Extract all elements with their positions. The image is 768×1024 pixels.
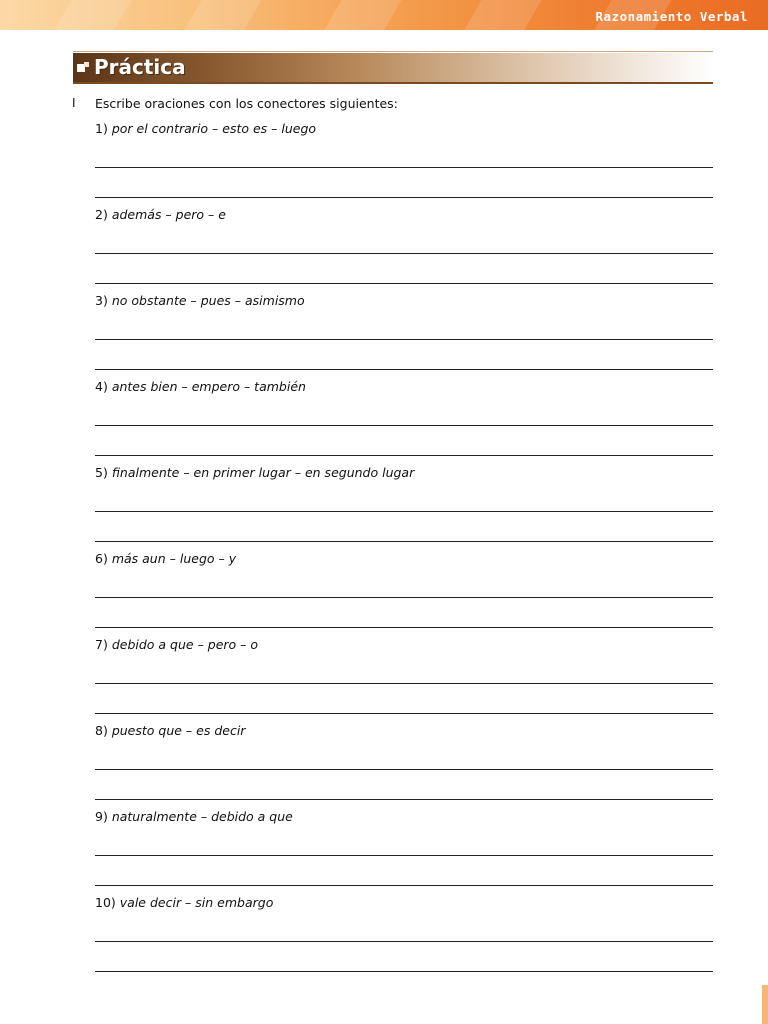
item-connectors: vale decir – sin embargo xyxy=(119,895,274,910)
answer-line[interactable] xyxy=(95,885,713,886)
exercise-number: I xyxy=(72,96,76,110)
item-number: 10) xyxy=(95,895,116,910)
answer-line[interactable] xyxy=(95,971,713,972)
exercise-item-10 xyxy=(95,895,713,981)
exercise-item-4 xyxy=(95,379,713,465)
section-top-rule xyxy=(73,51,713,52)
header-band xyxy=(0,0,768,30)
answer-line[interactable] xyxy=(95,339,713,340)
section-title: Práctica xyxy=(94,55,186,79)
exercise-item-1 xyxy=(95,121,713,207)
square-bullet-icon xyxy=(77,62,91,74)
item-connectors: naturalmente – debido a que xyxy=(111,809,293,824)
item-connectors: debido a que – pero – o xyxy=(111,637,259,652)
answer-line[interactable] xyxy=(95,283,713,284)
answer-line[interactable] xyxy=(95,253,713,254)
exercise-item-5 xyxy=(95,465,713,551)
answer-line[interactable] xyxy=(95,941,713,942)
exercise-item-7 xyxy=(95,637,713,723)
exercise-item-3 xyxy=(95,293,713,379)
answer-line[interactable] xyxy=(95,855,713,856)
exercise-item-8 xyxy=(95,723,713,809)
section-bar xyxy=(73,53,713,83)
item-connectors: puesto que – es decir xyxy=(111,723,246,738)
answer-line[interactable] xyxy=(95,597,713,598)
item-connectors: finalmente – en primer lugar – en segundo lugar xyxy=(111,465,415,480)
item-number: 5) xyxy=(95,465,108,480)
answer-line[interactable] xyxy=(95,627,713,628)
item-connectors: más aun – luego – y xyxy=(111,551,237,566)
item-connectors: no obstante – pues – asimismo xyxy=(111,293,305,308)
item-connectors: antes bien – empero – también xyxy=(111,379,306,394)
item-number: 8) xyxy=(95,723,108,738)
answer-line[interactable] xyxy=(95,683,713,684)
answer-line[interactable] xyxy=(95,369,713,370)
exercise-item-6 xyxy=(95,551,713,637)
page-edge-accent xyxy=(762,985,768,1024)
item-number: 3) xyxy=(95,293,108,308)
item-connectors: además – pero – e xyxy=(111,207,226,222)
item-connectors: por el contrario – esto es – luego xyxy=(111,121,317,136)
exercise-instruction: Escribe oraciones con los conectores siguientes: xyxy=(95,96,398,111)
answer-line[interactable] xyxy=(95,541,713,542)
exercise-item-2 xyxy=(95,207,713,293)
item-number: 2) xyxy=(95,207,108,222)
answer-line[interactable] xyxy=(95,455,713,456)
answer-line[interactable] xyxy=(95,197,713,198)
item-number: 6) xyxy=(95,551,108,566)
answer-line[interactable] xyxy=(95,769,713,770)
item-number: 1) xyxy=(95,121,108,136)
answer-line[interactable] xyxy=(95,511,713,512)
item-number: 9) xyxy=(95,809,108,824)
item-number: 4) xyxy=(95,379,108,394)
answer-line[interactable] xyxy=(95,425,713,426)
answer-line[interactable] xyxy=(95,167,713,168)
item-number: 7) xyxy=(95,637,108,652)
answer-line[interactable] xyxy=(95,713,713,714)
header-title: Razonamiento Verbal xyxy=(595,9,748,24)
answer-line[interactable] xyxy=(95,799,713,800)
exercise-item-9 xyxy=(95,809,713,895)
